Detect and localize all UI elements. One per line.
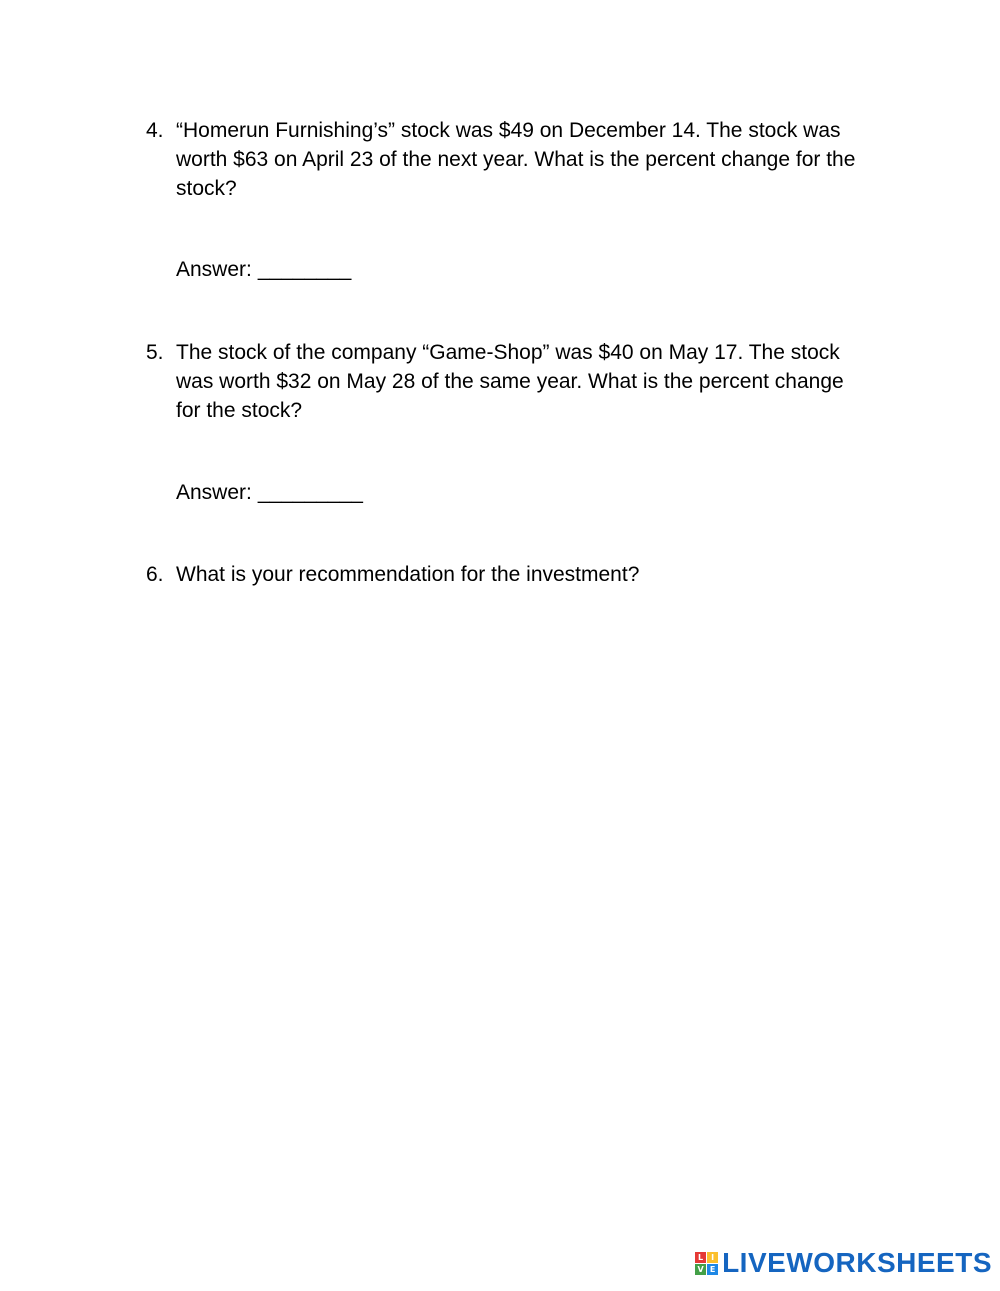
question-text: What is your recommendation for the investment? bbox=[176, 563, 640, 586]
question-number: 4. bbox=[146, 119, 164, 142]
liveworksheets-logo bbox=[695, 1247, 992, 1279]
question-4 bbox=[146, 116, 866, 203]
answer-label: Answer: bbox=[176, 258, 252, 281]
question-number: 5. bbox=[146, 341, 164, 364]
logo-block: V bbox=[695, 1264, 706, 1275]
logo-block: I bbox=[707, 1252, 718, 1263]
logo-block: L bbox=[695, 1252, 706, 1263]
logo-block: E bbox=[707, 1264, 718, 1275]
answer-label: Answer: bbox=[176, 481, 252, 504]
logo-text: LIVEWORKSHEETS bbox=[722, 1247, 992, 1278]
question-text: The stock of the company “Game-Shop” was $40 on May 17. The stock was worth $32 on May 28 of the same year. What is the percent change for the stock? bbox=[176, 341, 844, 422]
question-5 bbox=[146, 338, 866, 425]
answer-blank[interactable]: ________ bbox=[257, 258, 352, 281]
answer-5 bbox=[176, 478, 363, 507]
logo-blocks-icon bbox=[695, 1252, 718, 1275]
question-number: 6. bbox=[146, 563, 164, 586]
question-text: “Homerun Furnishing’s” stock was $49 on December 14. The stock was worth $63 on April 23 of the next year. What is the percent change for the stock? bbox=[176, 119, 856, 200]
question-6 bbox=[146, 560, 866, 589]
answer-blank[interactable]: _________ bbox=[257, 481, 363, 504]
answer-4 bbox=[176, 255, 351, 284]
